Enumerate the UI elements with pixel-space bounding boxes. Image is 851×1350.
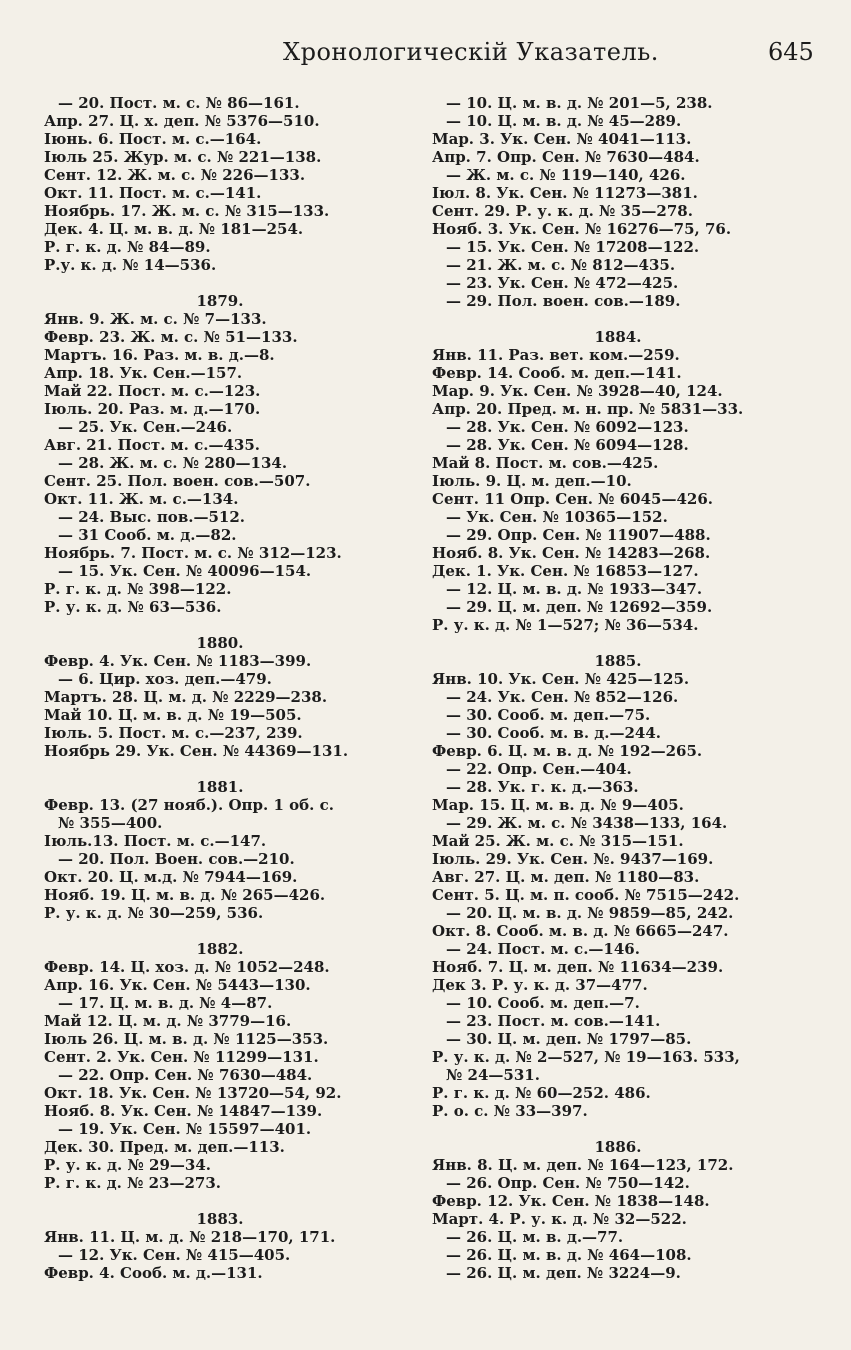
index-entry: Сент. 11 Опр. Сен. № 6045—426.	[432, 490, 713, 508]
index-entry: Р. у. к. д. № 2—527, № 19—163. 533,	[432, 1048, 740, 1066]
right-column	[432, 94, 804, 1282]
index-entry: Сент. 2. Ук. Сен. № 11299—131.	[44, 1048, 319, 1066]
index-entry: Янв. 10. Ук. Сен. № 425—125.	[432, 670, 690, 688]
index-entry: Нояб. 3. Ук. Сен. № 16276—75, 76.	[432, 220, 732, 238]
page-header	[0, 38, 851, 68]
index-entry: Янв. 9. Ж. м. с. № 7—133.	[44, 310, 267, 328]
index-entry: Апр. 27. Ц. х. деп. № 5376—510.	[44, 112, 320, 130]
index-entry: Февр. 23. Ж. м. с. № 51—133.	[44, 328, 298, 346]
index-entry: — Ж. м. с. № 119—140, 426.	[446, 166, 686, 184]
index-entry: — 28. Ук. Сен. № 6094—128.	[446, 436, 689, 454]
index-entry: — 29. Опр. Сен. № 11907—488.	[446, 526, 711, 544]
year-heading: 1883.	[196, 1210, 244, 1228]
index-entry: Окт. 8. Сооб. м. в. д. № 6665—247.	[432, 922, 729, 940]
index-entry: — 20. Ц. м. в. д. № 9859—85, 242.	[446, 904, 734, 922]
index-entry: Р. у. к. д. № 29—34.	[44, 1156, 211, 1174]
index-entry: Март. 4. Р. у. к. д. № 32—522.	[432, 1210, 687, 1228]
index-entry: Авг. 27. Ц. м. деп. № 1180—83.	[432, 868, 700, 886]
index-entry: — Ук. Сен. № 10365—152.	[446, 508, 668, 526]
index-entry: Р. г. к. д. № 84—89.	[44, 238, 211, 256]
index-entry: Дек 3. Р. у. к. д. 37—477.	[432, 976, 648, 994]
index-entry: Іюл. 8. Ук. Сен. № 11273—381.	[432, 184, 698, 202]
index-entry: Окт. 11. Ж. м. с.—134.	[44, 490, 239, 508]
index-entry: — 22. Опр. Сен. № 7630—484.	[58, 1066, 313, 1084]
index-entry: — 26. Ц. м. в. д.—77.	[446, 1228, 624, 1246]
page-title: Хронологическій Указатель.	[283, 38, 659, 66]
index-entry: Нояб. 19. Ц. м. в. д. № 265—426.	[44, 886, 326, 904]
index-entry: Ноябрь. 7. Пост. м. с. № 312—123.	[44, 544, 342, 562]
year-heading: 1881.	[196, 778, 244, 796]
year-heading: 1885.	[594, 652, 642, 670]
index-entry: Февр. 12. Ук. Сен. № 1838—148.	[432, 1192, 710, 1210]
index-entry: Апр. 16. Ук. Сен. № 5443—130.	[44, 976, 311, 994]
index-entry: Февр. 4. Сооб. м. д.—131.	[44, 1264, 263, 1282]
index-entry: Окт. 18. Ук. Сен. № 13720—54, 92.	[44, 1084, 342, 1102]
index-entry: — 10. Сооб. м. деп.—7.	[446, 994, 640, 1012]
index-entry: — 22. Опр. Сен.—404.	[446, 760, 632, 778]
index-entry: — 28. Ук. Сен. № 6092—123.	[446, 418, 689, 436]
index-entry: Ноябрь. 17. Ж. м. с. № 315—133.	[44, 202, 330, 220]
left-column	[44, 94, 396, 1282]
index-entry: Май 12. Ц. м. д. № 3779—16.	[44, 1012, 292, 1030]
index-entry: — 29. Ц. м. деп. № 12692—359.	[446, 598, 713, 616]
index-entry: Нояб. 7. Ц. м. деп. № 11634—239.	[432, 958, 724, 976]
index-entry: — 30. Сооб. м. в. д.—244.	[446, 724, 662, 742]
index-entry: Сент. 5. Ц. м. п. сооб. № 7515—242.	[432, 886, 740, 904]
index-entry: Сент. 29. Р. у. к. д. № 35—278.	[432, 202, 693, 220]
index-entry: Мартъ. 28. Ц. м. д. № 2229—238.	[44, 688, 328, 706]
index-entry: Р.у. к. д. № 14—536.	[44, 256, 217, 274]
index-entry: Іюль 25. Жур. м. с. № 221—138.	[44, 148, 322, 166]
index-entry: Мартъ. 16. Раз. м. в. д.—8.	[44, 346, 275, 364]
index-entry: — 30. Сооб. м. деп.—75.	[446, 706, 651, 724]
index-entry: Р. у. к. д. № 63—536.	[44, 598, 222, 616]
year-heading: 1884.	[594, 328, 642, 346]
index-entry: — 15. Ук. Сен. № 17208—122.	[446, 238, 700, 256]
index-entry: № 355—400.	[58, 814, 163, 832]
index-entry: Мар. 9. Ук. Сен. № 3928—40, 124.	[432, 382, 723, 400]
index-entry: Янв. 11. Раз. вет. ком.—259.	[432, 346, 680, 364]
index-entry: — 28. Ук. г. к. д.—363.	[446, 778, 639, 796]
index-entry: — 12. Ук. Сен. № 415—405.	[58, 1246, 291, 1264]
index-entry: Янв. 8. Ц. м. деп. № 164—123, 172.	[432, 1156, 734, 1174]
index-entry: — 29. Ж. м. с. № 3438—133, 164.	[446, 814, 728, 832]
year-heading: 1886.	[594, 1138, 642, 1156]
index-entry: Сент. 25. Пол. воен. сов.—507.	[44, 472, 311, 490]
year-heading: 1879.	[196, 292, 244, 310]
index-entry: Іюль. 9. Ц. м. деп.—10.	[432, 472, 632, 490]
index-entry: Февр. 14. Сооб. м. деп.—141.	[432, 364, 682, 382]
index-entry: — 24. Ук. Сен. № 852—126.	[446, 688, 679, 706]
index-entry: Окт. 11. Пост. м. с.—141.	[44, 184, 262, 202]
index-entry: Дек. 30. Пред. м. деп.—113.	[44, 1138, 285, 1156]
index-entry: Февр. 6. Ц. м. в. д. № 192—265.	[432, 742, 703, 760]
index-entry: — 21. Ж. м. с. № 812—435.	[446, 256, 676, 274]
index-entry: — 15. Ук. Сен. № 40096—154.	[58, 562, 312, 580]
index-entry: — 12. Ц. м. в. д. № 1933—347.	[446, 580, 703, 598]
index-entry: Іюль. 5. Пост. м. с.—237, 239.	[44, 724, 303, 742]
index-entry: — 30. Ц. м. деп. № 1797—85.	[446, 1030, 692, 1048]
index-entry: Мар. 3. Ук. Сен. № 4041—113.	[432, 130, 692, 148]
index-entry: — 29. Пол. воен. сов.—189.	[446, 292, 681, 310]
index-entry: Апр. 7. Опр. Сен. № 7630—484.	[432, 148, 700, 166]
index-entry: Авг. 21. Пост. м. с.—435.	[44, 436, 260, 454]
index-entry: Р. г. к. д. № 23—273.	[44, 1174, 222, 1192]
index-entry: Май 22. Пост. м. с.—123.	[44, 382, 261, 400]
index-entry: — 31 Сооб. м. д.—82.	[58, 526, 237, 544]
index-entry: Р. г. к. д. № 398—122.	[44, 580, 232, 598]
index-entry: — 20. Пол. Воен. сов.—210.	[58, 850, 295, 868]
index-entry: Май 25. Ж. м. с. № 315—151.	[432, 832, 684, 850]
index-entry: Іюль. 29. Ук. Сен. №. 9437—169.	[432, 850, 714, 868]
index-entry: — 19. Ук. Сен. № 15597—401.	[58, 1120, 312, 1138]
index-entry: — 26. Опр. Сен. № 750—142.	[446, 1174, 690, 1192]
index-entry: Ноябрь 29. Ук. Сен. № 44369—131.	[44, 742, 349, 760]
index-entry: — 25. Ук. Сен.—246.	[58, 418, 233, 436]
index-entry: Іюль. 20. Раз. м. д.—170.	[44, 400, 261, 418]
index-entry: Февр. 4. Ук. Сен. № 1183—399.	[44, 652, 312, 670]
index-entry: — 26. Ц. м. деп. № 3224—9.	[446, 1264, 681, 1282]
page-number: 645	[768, 38, 814, 66]
index-entry: — 10. Ц. м. в. д. № 45—289.	[446, 112, 682, 130]
index-entry: Іюнь. 6. Пост. м. с.—164.	[44, 130, 262, 148]
index-entry: Р. о. с. № 33—397.	[432, 1102, 588, 1120]
index-entry: Май 10. Ц. м. в. д. № 19—505.	[44, 706, 302, 724]
index-entry: Май 8. Пост. м. сов.—425.	[432, 454, 659, 472]
index-entry: Р. у. к. д. № 30—259, 536.	[44, 904, 264, 922]
index-entry: Февр. 14. Ц. хоз. д. № 1052—248.	[44, 958, 330, 976]
index-entry: Мар. 15. Ц. м. в. д. № 9—405.	[432, 796, 684, 814]
index-entry: — 6. Цир. хоз. деп.—479.	[58, 670, 272, 688]
index-entry: Февр. 13. (27 нояб.). Опр. 1 об. с.	[44, 796, 334, 814]
year-heading: 1882.	[196, 940, 244, 958]
index-entry: — 10. Ц. м. в. д. № 201—5, 238.	[446, 94, 713, 112]
index-entry: — 17. Ц. м. в. д. № 4—87.	[58, 994, 273, 1012]
index-entry: Сент. 12. Ж. м. с. № 226—133.	[44, 166, 306, 184]
index-entry: Окт. 20. Ц. м.д. № 7944—169.	[44, 868, 298, 886]
index-entry: — 20. Пост. м. с. № 86—161.	[58, 94, 300, 112]
index-entry: Дек. 1. Ук. Сен. № 16853—127.	[432, 562, 699, 580]
year-heading: 1880.	[196, 634, 244, 652]
index-entry: Дек. 4. Ц. м. в. д. № 181—254.	[44, 220, 304, 238]
index-entry: № 24—531.	[446, 1066, 540, 1084]
index-entry: — 24. Выс. пов.—512.	[58, 508, 245, 526]
index-entry: — 23. Ук. Сен. № 472—425.	[446, 274, 679, 292]
index-entry: Р. г. к. д. № 60—252. 486.	[432, 1084, 651, 1102]
index-entry: Іюль 26. Ц. м. в. д. № 1125—353.	[44, 1030, 329, 1048]
index-entry: Нояб. 8. Ук. Сен. № 14847—139.	[44, 1102, 323, 1120]
index-entry: — 24. Пост. м. с.—146.	[446, 940, 640, 958]
index-entry: Іюль.13. Пост. м. с.—147.	[44, 832, 267, 850]
index-entry: Нояб. 8. Ук. Сен. № 14283—268.	[432, 544, 711, 562]
index-entry: — 28. Ж. м. с. № 280—134.	[58, 454, 288, 472]
index-entry: — 26. Ц. м. в. д. № 464—108.	[446, 1246, 692, 1264]
index-entry: Р. у. к. д. № 1—527; № 36—534.	[432, 616, 699, 634]
index-entry: — 23. Пост. м. сов.—141.	[446, 1012, 661, 1030]
index-entry: Янв. 11. Ц. м. д. № 218—170, 171.	[44, 1228, 336, 1246]
index-entry: Апр. 18. Ук. Сен.—157.	[44, 364, 243, 382]
index-entry: Апр. 20. Пред. м. н. пр. № 5831—33.	[432, 400, 744, 418]
